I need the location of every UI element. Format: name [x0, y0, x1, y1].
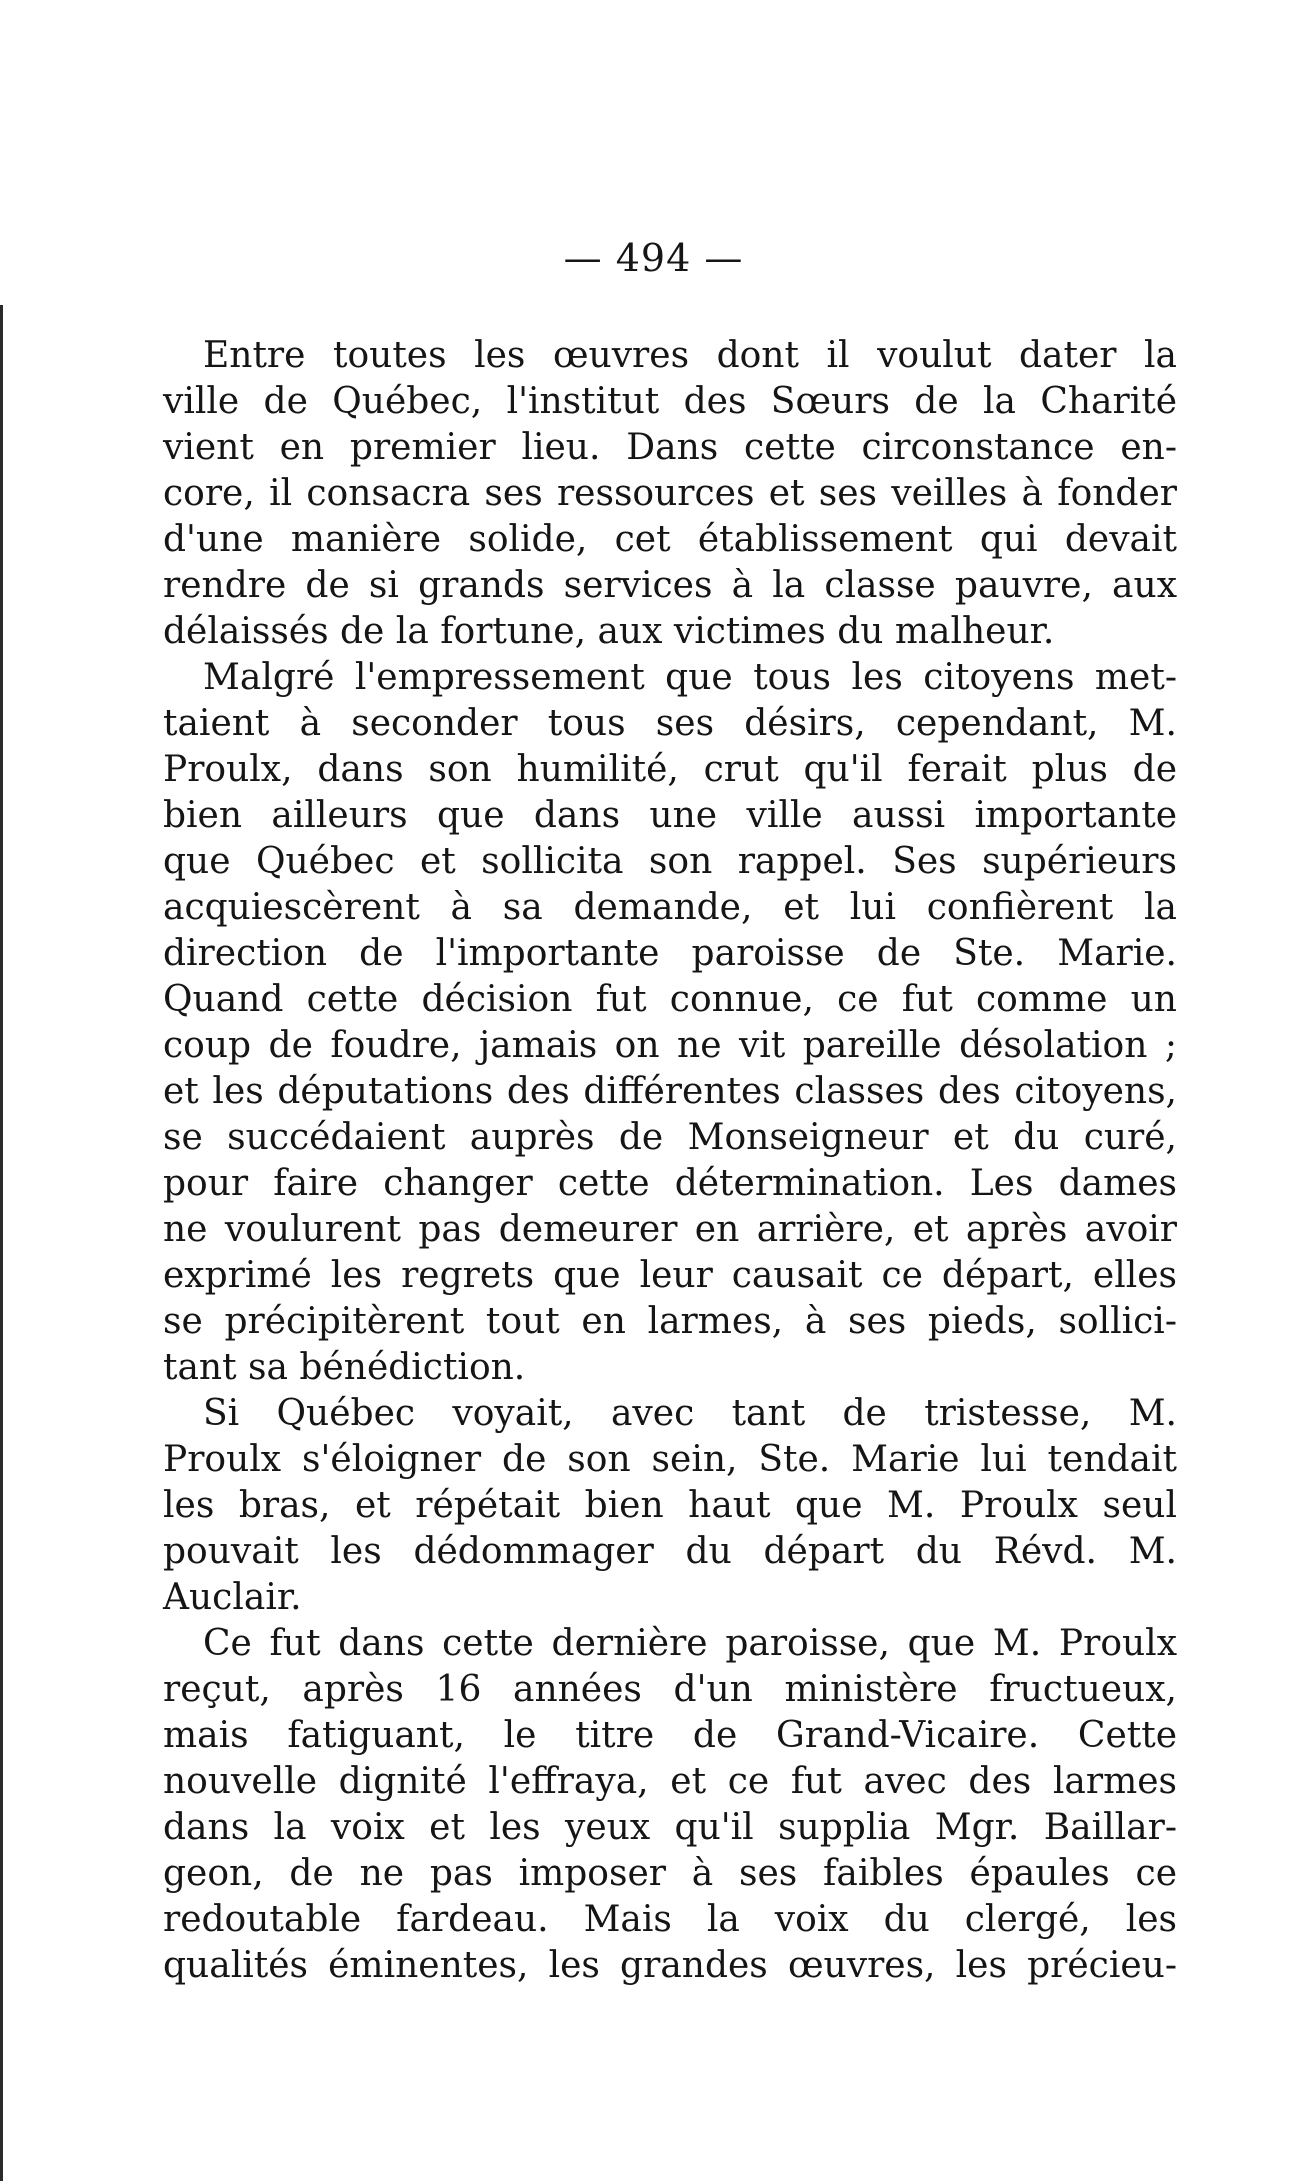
text-line: core, il consacra ses ressources et ses veilles à fonder	[163, 473, 1177, 514]
page-number: — 494 —	[563, 236, 744, 280]
text-line: ne voulurent pas demeurer en arrière, et après avoir	[163, 1209, 1177, 1250]
text-line: nouvelle dignité l'effraya, et ce fut avec des larmes	[163, 1761, 1177, 1802]
text-line: Proulx, dans son humilité, crut qu'il ferait plus de	[163, 749, 1177, 790]
text-line: d'une manière solide, cet établissement qui devait	[163, 519, 1177, 560]
text-line: Entre toutes les œuvres dont il voulut dater la	[203, 335, 1177, 376]
text-line: direction de l'importante paroisse de Ste. Marie.	[163, 933, 1177, 974]
text-line: se précipitèrent tout en larmes, à ses pieds, sollici-	[163, 1301, 1177, 1342]
text-line: Quand cette décision fut connue, ce fut comme un	[163, 979, 1177, 1020]
text-line: ville de Québec, l'institut des Sœurs de la Charité	[163, 381, 1177, 422]
text-line: qualités éminentes, les grandes œuvres, les précieu-	[163, 1945, 1177, 1986]
text-line: acquiescèrent à sa demande, et lui confièrent la	[163, 887, 1177, 928]
text-line: Ce fut dans cette dernière paroisse, que M. Proulx	[203, 1623, 1177, 1664]
text-line: se succédaient auprès de Monseigneur et du curé,	[163, 1117, 1177, 1158]
page-edge-rule	[0, 305, 3, 2181]
text-line: Malgré l'empressement que tous les citoyens met-	[203, 657, 1177, 698]
text-line: délaissés de la fortune, aux victimes du malheur.	[163, 611, 1055, 652]
text-line: dans la voix et les yeux qu'il supplia Mgr. Baillar-	[163, 1807, 1177, 1848]
text-line: pour faire changer cette détermination. Les dames	[163, 1163, 1177, 1204]
text-line: et les députations des différentes classes des citoyens,	[163, 1071, 1177, 1112]
text-line: mais fatiguant, le titre de Grand-Vicaire. Cette	[163, 1715, 1177, 1756]
text-line: que Québec et sollicita son rappel. Ses supérieurs	[163, 841, 1177, 882]
text-line: rendre de si grands services à la classe pauvre, aux	[163, 565, 1177, 606]
text-line: les bras, et répétait bien haut que M. Proulx seul	[163, 1485, 1177, 1526]
text-line: exprimé les regrets que leur causait ce départ, elles	[163, 1255, 1177, 1296]
text-line: taient à seconder tous ses désirs, cependant, M.	[163, 703, 1177, 744]
body-text	[163, 333, 1177, 1989]
text-line: redoutable fardeau. Mais la voix du clergé, les	[163, 1899, 1177, 1940]
text-line: pouvait les dédommager du départ du Révd. M.	[163, 1531, 1177, 1572]
text-line: vient en premier lieu. Dans cette circonstance en-	[163, 427, 1177, 468]
text-line: reçut, après 16 années d'un ministère fructueux,	[163, 1669, 1177, 1710]
text-line: tant sa bénédiction.	[163, 1347, 526, 1388]
text-line: Proulx s'éloigner de son sein, Ste. Marie lui tendait	[163, 1439, 1177, 1480]
text-line: Si Québec voyait, avec tant de tristesse, M.	[203, 1393, 1177, 1434]
text-line: bien ailleurs que dans une ville aussi importante	[163, 795, 1177, 836]
text-line: Auclair.	[163, 1577, 302, 1618]
text-line: coup de foudre, jamais on ne vit pareille désolation ;	[163, 1025, 1177, 1066]
text-line: geon, de ne pas imposer à ses faibles épaules ce	[163, 1853, 1177, 1894]
